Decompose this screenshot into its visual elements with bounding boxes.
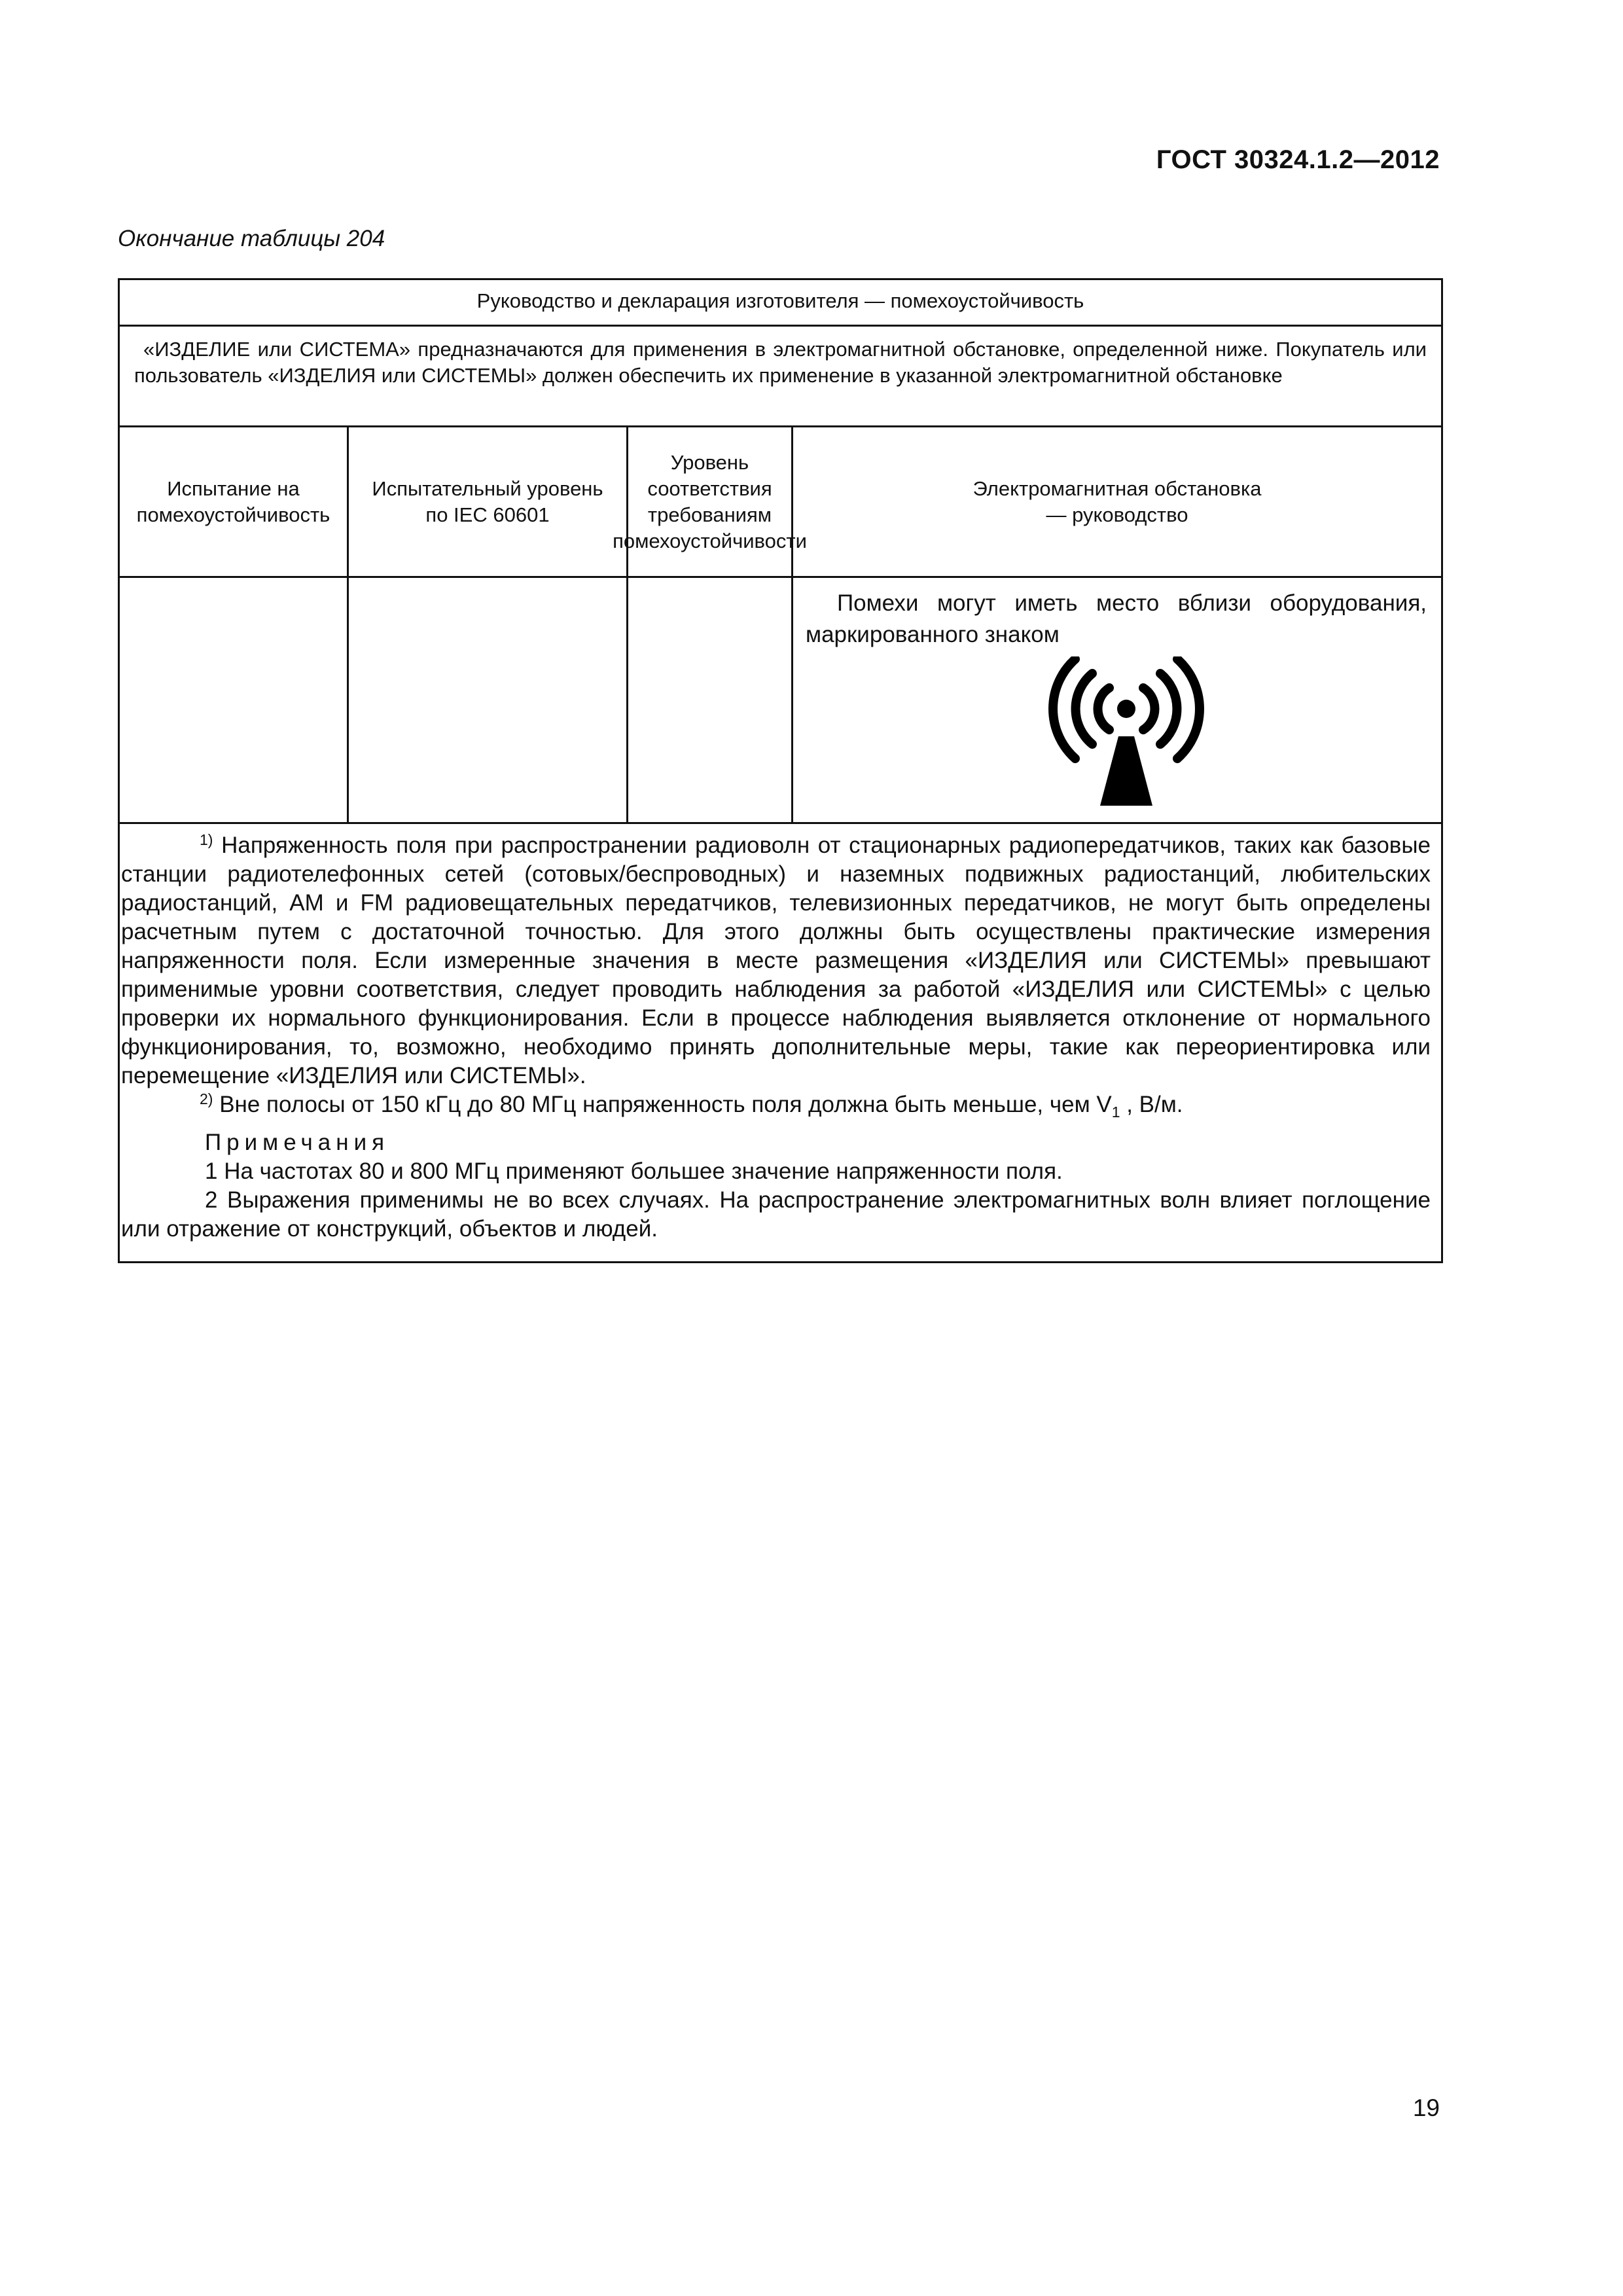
footnote-2 <box>121 1090 1431 1119</box>
subscript: 1 <box>1111 1103 1120 1121</box>
standard-code: ГОСТ 30324.1.2—2012 <box>1156 145 1440 174</box>
footnotes <box>121 831 1431 1119</box>
guidance-text: Помехи могут иметь место вблизи оборудования, маркированного знаком <box>806 590 1427 647</box>
table-caption: Окончание таблицы 204 <box>118 226 385 251</box>
column-header-label: Электромагнитная обстановка — руководство <box>972 476 1262 526</box>
column-header-label: Испытательный уровень по IEC 60601 <box>372 476 603 526</box>
notes-heading: Примечания <box>205 1130 390 1155</box>
column-header-label: Испытание на помехоустойчивость <box>136 476 330 526</box>
footnote-mark: 2) <box>200 1090 213 1107</box>
footnotes-and-notes <box>121 831 1431 1244</box>
non-ionizing-radiation-icon <box>1041 656 1211 814</box>
column-header-guidance <box>793 427 1441 576</box>
column-header-test <box>120 427 347 576</box>
footnote-text-tail: , В/м. <box>1120 1092 1183 1117</box>
column-header-label: Уровень соответствия требованиям помехоустойчивости <box>613 450 807 552</box>
column-header-test-level <box>349 427 626 576</box>
note-item: 1 На частотах 80 и 800 МГц применяют большее значение напряженности поля. <box>205 1158 1063 1184</box>
table-intro: «ИЗДЕЛИЕ или СИСТЕМА» предназначаются для применения в электромагнитной обстановке, определенной ниже. Покупатель или пользователь «ИЗДЕЛИЯ или СИСТЕМЫ» должен обеспечить их применение в указанной электромагнитной обстановке <box>134 338 1427 387</box>
footnote-text: Вне полосы от 150 кГц до 80 МГц напряженность поля должна быть меньше, чем V <box>219 1092 1112 1117</box>
table-title: Руководство и декларация изготовителя — помехоустойчивость <box>476 289 1084 312</box>
table-rule <box>120 822 1441 824</box>
footnote-mark: 1) <box>200 831 213 848</box>
page-number: 19 <box>1412 2094 1440 2121</box>
note-item: 2 Выражения применимы не во всех случаях. На распространение электромагнитных волн влияет поглощение или отражение от конструкций, объектов и людей. <box>121 1187 1431 1242</box>
table-rule <box>120 576 1441 578</box>
footnote-text: Напряженность поля при распространении радиоволн от стационарных радиопередатчиков, таких как базовые станции радиотелефонных сетей (сотовых/беспроводных) и наземных подвижных радиостанций, любительских радиостанций, АМ и FM радиовещательных передатчиков, телевизионных передатчиков, не могут быть определены расчетным путем с достаточной точностью. Для этого должны быть осуществлены практические измерения напряженности поля. Если измеренные значения в месте размещения «ИЗДЕЛИЯ или СИСТЕМЫ» превышают применимые уровни соответствия, следует проводить наблюдения за работой «ИЗДЕЛИЯ или СИСТЕМЫ» с целью проверки их нормального функционирования. Если в процессе наблюдения выявляется отклонение от нормального функционирования, то, возможно, необходимо принять дополнительные меры, такие как переориентировка или перемещение «ИЗДЕЛИЯ или СИСТЕМЫ». <box>121 833 1431 1088</box>
column-header-compliance-level <box>613 427 807 576</box>
emc-table <box>118 278 1443 1263</box>
footnote-1 <box>121 831 1431 1090</box>
table-rule <box>120 325 1441 327</box>
